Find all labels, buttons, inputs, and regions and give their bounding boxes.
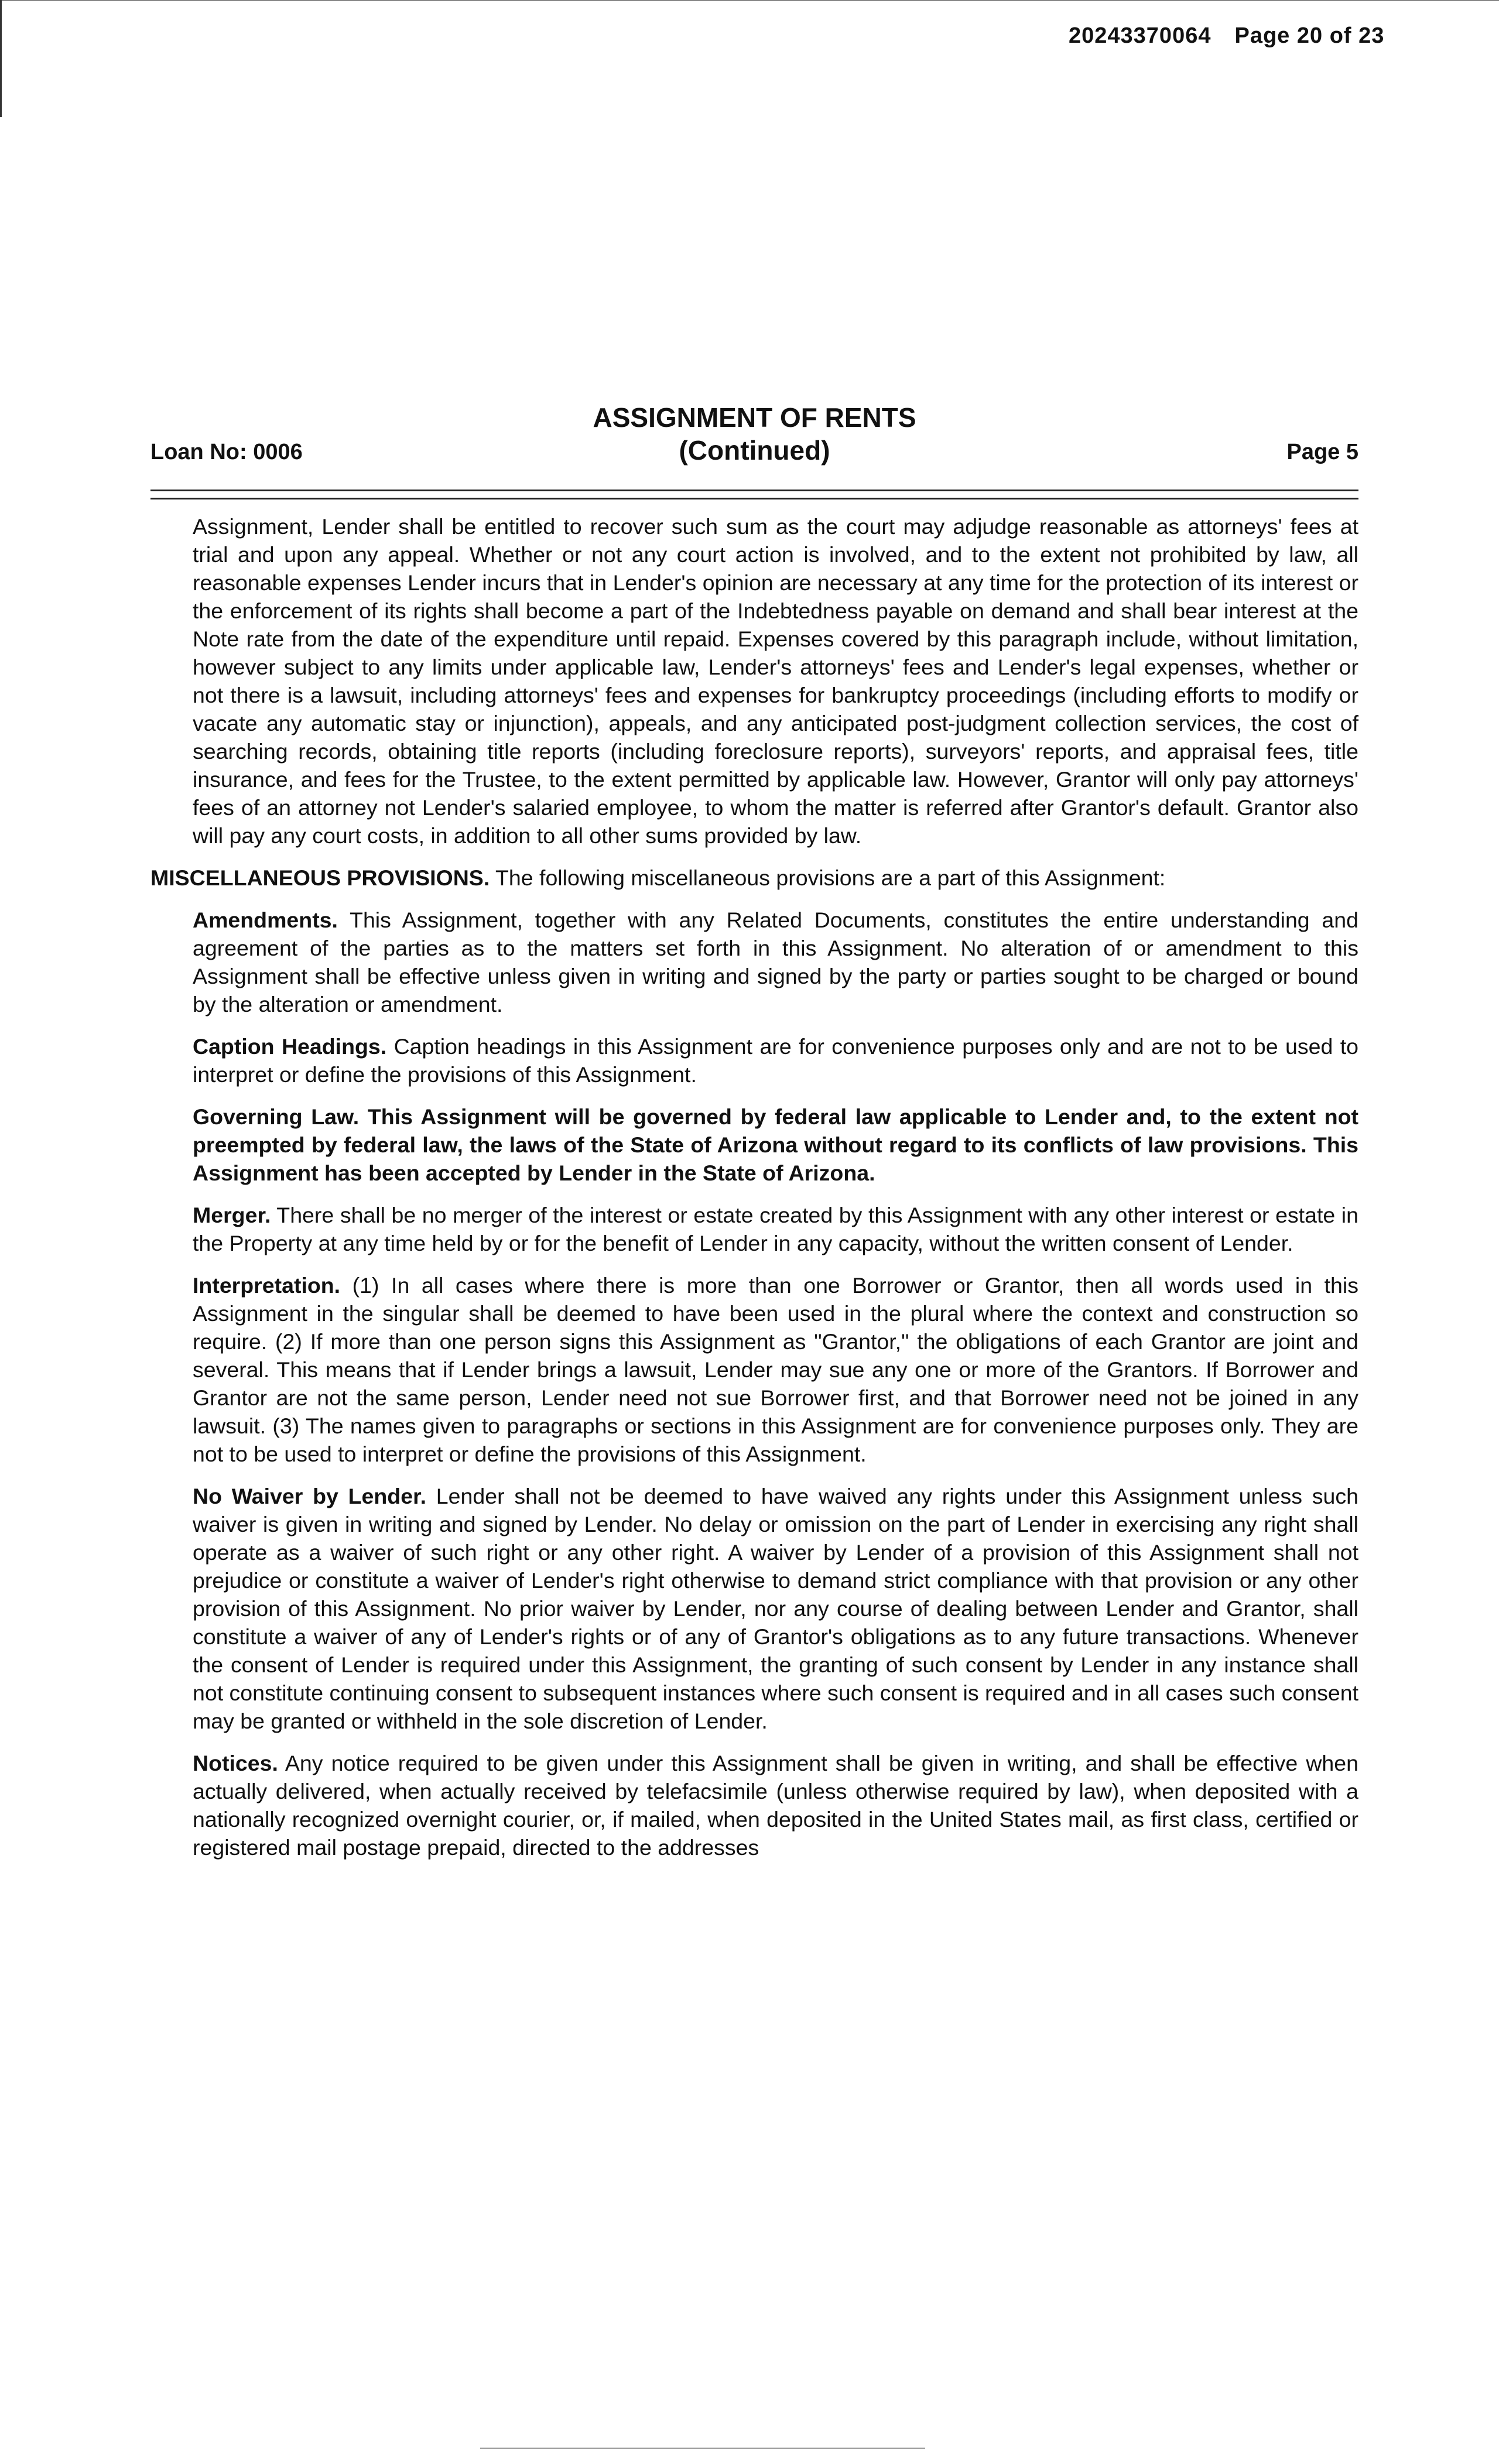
- scan-left-edge: [0, 0, 2, 117]
- document-body: [150, 512, 1358, 1861]
- header-rule-bottom: [150, 498, 1358, 499]
- misc-provisions-intro: The following miscellaneous provisions are a part of this Assignment:: [495, 865, 1166, 890]
- section-heading: Interpretation.: [193, 1273, 341, 1298]
- section-text: This Assignment, together with any Related Documents, constitutes the entire understanding and agreement of the parties as to the matters set forth in this Assignment. No alteration of or amendment to this Assignment shall be effective unless given in writing and signed by the party or parties sought to be charged or bound by the alteration or amendment.: [193, 908, 1358, 1017]
- header-rule-top: [150, 490, 1358, 491]
- continuation-paragraph: Assignment, Lender shall be entitled to recover such sum as the court may adjudge reasonable as attorneys' fees at trial and upon any appeal. Whether or not any court action is involved, and to the extent not prohibited by law, all reasonable expenses Lender incurs that in Lender's opinion are necessary at any time for the protection of its interest or the enforcement of its rights shall become a part of the Indebtedness payable on demand and shall bear interest at the Note rate from the date of the expenditure until repaid. Expenses covered by this paragraph include, without limitation, however subject to any limits under applicable law, Lender's attorneys' fees and Lender's legal expenses, whether or not there is a lawsuit, including attorneys' fees and expenses for bankruptcy proceedings (including efforts to modify or vacate any automatic stay or injunction), appeals, and any anticipated post-judgment collection services, the cost of searching records, obtaining title reports (including foreclosure reports), surveyors' reports, and appraisal fees, title insurance, and fees for the Trustee, to the extent permitted by applicable law. However, Grantor will only pay attorneys' fees of an attorney not Lender's salaried employee, to whom the matter is referred after Grantor's default. Grantor also will pay any court costs, in addition to all other sums provided by law.: [193, 514, 1358, 848]
- document-header: [150, 401, 1358, 468]
- section-heading: Merger.: [193, 1203, 271, 1227]
- section-governing-law: [193, 1103, 1358, 1187]
- recording-number: 20243370064: [1069, 23, 1211, 48]
- section-heading: Amendments.: [193, 908, 338, 932]
- section-heading: Caption Headings.: [193, 1034, 387, 1059]
- page-number: Page 5: [1286, 440, 1358, 464]
- misc-provisions-heading: MISCELLANEOUS PROVISIONS.: [150, 865, 490, 890]
- document-subtitle: (Continued): [679, 435, 830, 466]
- section-text: There shall be no merger of the interest or estate created by this Assignment with any other interest or estate in the Property at any time held by or for the benefit of Lender in any capacity, without the written consent of Lender.: [193, 1203, 1358, 1255]
- section-text: Caption headings in this Assignment are for convenience purposes only and are not to be used to interpret or define the provisions of this Assignment.: [193, 1034, 1359, 1087]
- section-interpretation: [193, 1271, 1358, 1468]
- section-caption-headings: [193, 1032, 1358, 1089]
- section-text: Any notice required to be given under this Assignment shall be given in writing, and shall be effective when actually delivered, when actually received by telefacsimile (unless otherwise required by law), when deposited with a nationally recognized overnight courier, or, if mailed, when deposited in the United States mail, as first class, certified or registered mail postage prepaid, directed to the addresses: [193, 1751, 1358, 1860]
- scan-bottom-edge: [480, 2448, 925, 2449]
- section-amendments: [193, 906, 1358, 1018]
- section-no-waiver: [193, 1482, 1358, 1735]
- section-heading: No Waiver by Lender.: [193, 1484, 427, 1508]
- section-merger: [193, 1201, 1358, 1257]
- section-notices: [193, 1749, 1358, 1861]
- recording-stamp: [1069, 23, 1432, 49]
- section-heading: Notices.: [193, 1751, 278, 1775]
- section-text: (1) In all cases where there is more than one Borrower or Grantor, then all words used in this Assignment in the singular shall be deemed to have been used in the plural where the context and construction so require. (2) If more than one person signs this Assignment as "Grantor," the obligations of each Grantor are joint and several. This means that if Lender brings a lawsuit, Lender may sue any one or more of the Grantors. If Borrower and Grantor are not the same person, Lender need not sue Borrower first, and that Borrower need not be joined in any lawsuit. (3) The names given to paragraphs or sections in this Assignment are for convenience purposes only. They are not to be used to interpret or define the provisions of this Assignment.: [193, 1273, 1358, 1466]
- section-text: This Assignment will be governed by federal law applicable to Lender and, to the extent not preempted by federal law, the laws of the State of Arizona without regard to its conflicts of law provisions. This Assignment has been accepted by Lender in the State of Arizona.: [193, 1104, 1359, 1185]
- recording-page-of: Page 20 of 23: [1234, 23, 1385, 48]
- section-text: Lender shall not be deemed to have waived any rights under this Assignment unless such waiver is given in writing and signed by Lender. No delay or omission on the part of Lender in exercising any right shall operate as a waiver of such right or any other right. A waiver by Lender of a provision of this Assignment shall not prejudice or constitute a waiver of Lender's right otherwise to demand strict compliance with that provision or any other provision of this Assignment. No prior waiver by Lender, nor any course of dealing between Lender and Grantor, shall constitute a waiver of any of Lender's rights or of any of Grantor's obligations as to any future transactions. Whenever the consent of Lender is required under this Assignment, the granting of such consent by Lender in any instance shall not constitute continuing consent to subsequent instances where such consent is required and in all cases such consent may be granted or withheld in the sole discretion of Lender.: [193, 1484, 1359, 1733]
- section-heading: Governing Law.: [193, 1104, 360, 1129]
- scan-top-edge: [0, 0, 1499, 1]
- loan-number: Loan No: 0006: [150, 440, 303, 464]
- misc-provisions-paragraph: [150, 864, 1358, 892]
- document-title: ASSIGNMENT OF RENTS: [593, 402, 916, 433]
